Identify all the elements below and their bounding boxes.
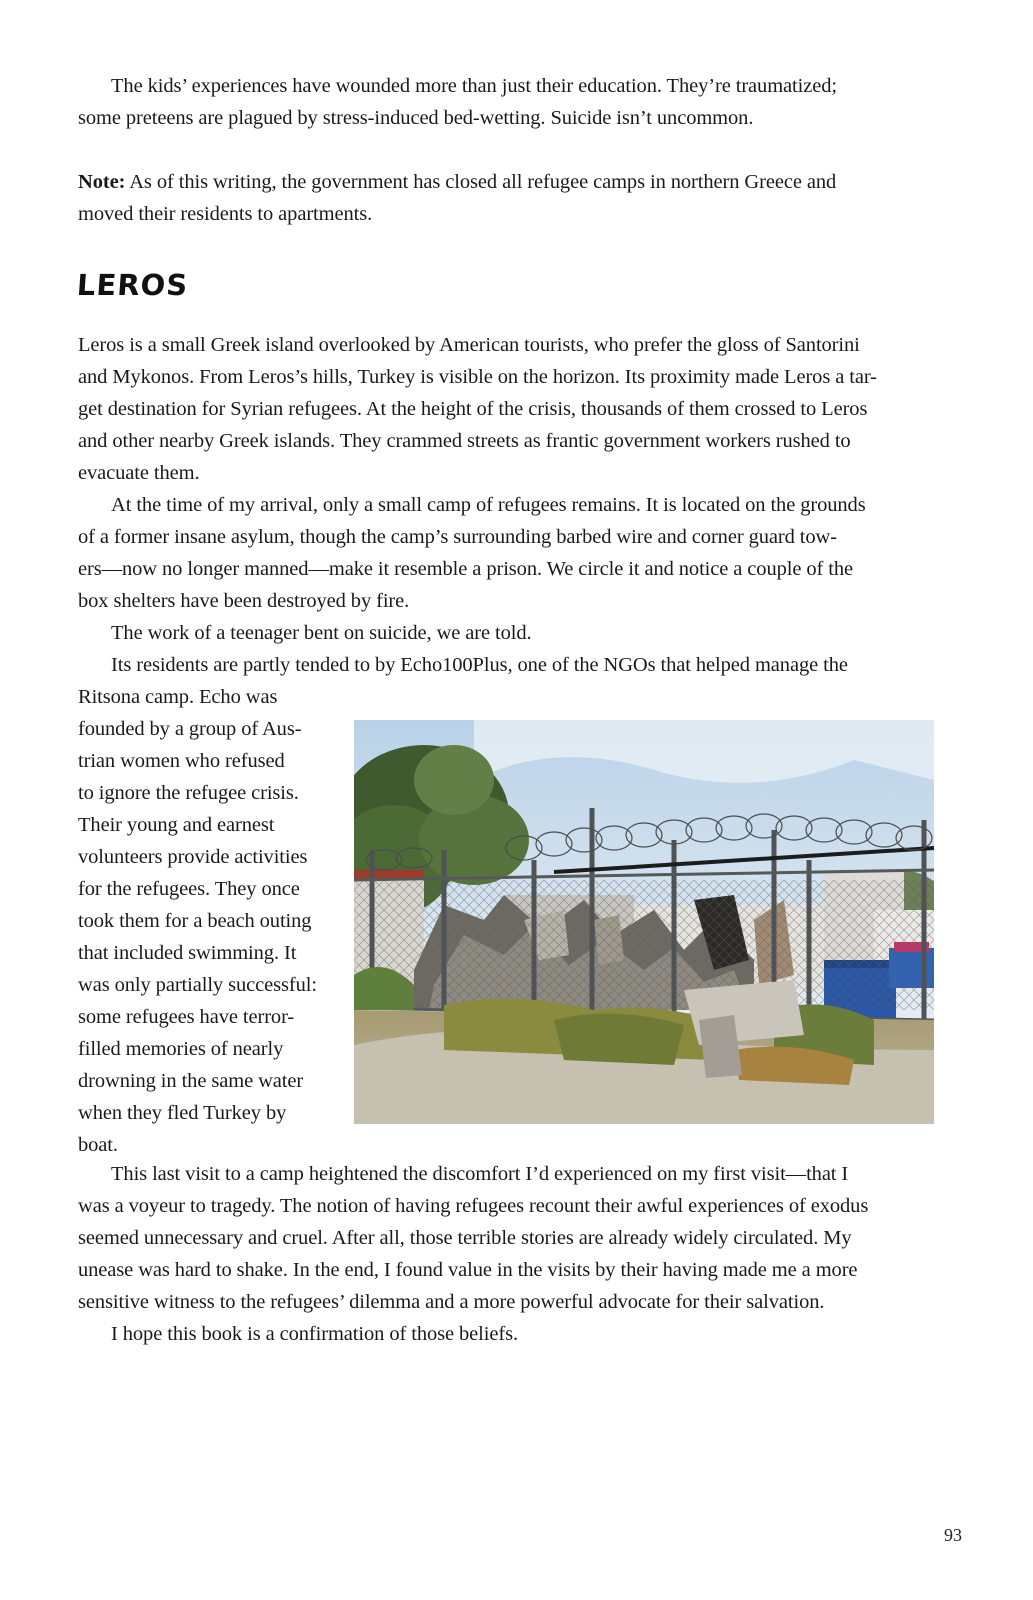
p4-line-1: Its residents are partly tended to by Echo100Plus, one of the NGOs that helped manage the: [111, 654, 848, 676]
p1-line-2: and Mykonos. From Leros’s hills, Turkey is visible on the horizon. Its proximity made Leros a tar-: [78, 366, 877, 388]
camp-photo: [354, 720, 934, 1124]
p4-line-8: for the refugees. They once: [78, 878, 300, 900]
p4-line-5: to ignore the refugee crisis.: [78, 782, 299, 804]
intro-line-2: some preteens are plagued by stress-induced bed-wetting. Suicide isn’t uncommon.: [78, 107, 754, 129]
p4-line-4: trian women who refused: [78, 750, 285, 772]
p4-line-9: took them for a beach outing: [78, 910, 312, 932]
note-text: As of this writing, the government has closed all refugee camps in northern Greece and: [129, 171, 837, 193]
section-heading: LEROS: [75, 268, 190, 302]
intro-line-1: The kids’ experiences have wounded more than just their education. They’re traumatized;: [111, 75, 837, 97]
p4-line-7: volunteers provide activities: [78, 846, 308, 868]
p4-line-16: boat.: [78, 1134, 118, 1156]
p5-line-2: was a voyeur to tragedy. The notion of having refugees recount their awful experiences of exodus: [78, 1195, 869, 1217]
note-line-1: [78, 166, 836, 198]
p5-line-1: This last visit to a camp heightened the discomfort I’d experienced on my first visit—that I: [111, 1163, 849, 1185]
p2-line-3: ers—now no longer manned—make it resemble a prison. We circle it and notice a couple of the: [78, 558, 854, 580]
p1-line-3: get destination for Syrian refugees. At the height of the crisis, thousands of them crossed to Leros: [78, 398, 868, 420]
p6-line-1: I hope this book is a confirmation of those beliefs.: [111, 1323, 518, 1345]
p4-line-14: drowning in the same water: [78, 1070, 304, 1092]
p1-line-5: evacuate them.: [78, 462, 200, 484]
note-line-2: moved their residents to apartments.: [78, 203, 373, 225]
note-label: Note:: [78, 171, 126, 193]
p4-line-13: filled memories of nearly: [78, 1038, 284, 1060]
p5-line-5: sensitive witness to the refugees’ dilemma and a more powerful advocate for their salvation.: [78, 1291, 825, 1313]
p4-line-2: Ritsona camp. Echo was: [78, 686, 278, 708]
p4-line-6: Their young and earnest: [78, 814, 275, 836]
p5-line-3: seemed unnecessary and cruel. After all, those terrible stories are already widely circulated. My: [78, 1227, 852, 1249]
p5-line-4: unease was hard to shake. In the end, I found value in the visits by their having made me a more: [78, 1259, 858, 1281]
page-number: 93: [944, 1525, 962, 1545]
p1-line-1: Leros is a small Greek island overlooked by American tourists, who prefer the gloss of Santorini: [78, 334, 860, 356]
p4-line-10: that included swimming. It: [78, 942, 297, 964]
p4-line-11: was only partially successful:: [78, 974, 317, 996]
p2-line-2: of a former insane asylum, though the camp’s surrounding barbed wire and corner guard tow-: [78, 526, 837, 548]
p2-line-1: At the time of my arrival, only a small camp of refugees remains. It is located on the grounds: [111, 494, 866, 516]
p4-line-15: when they fled Turkey by: [78, 1102, 287, 1124]
p2-line-4: box shelters have been destroyed by fire.: [78, 590, 410, 612]
p4-line-12: some refugees have terror-: [78, 1006, 295, 1028]
p4-line-3: founded by a group of Aus-: [78, 718, 302, 740]
p3-line-1: The work of a teenager bent on suicide, we are told.: [111, 622, 532, 644]
p1-line-4: and other nearby Greek islands. They crammed streets as frantic government workers rushed to: [78, 430, 851, 452]
